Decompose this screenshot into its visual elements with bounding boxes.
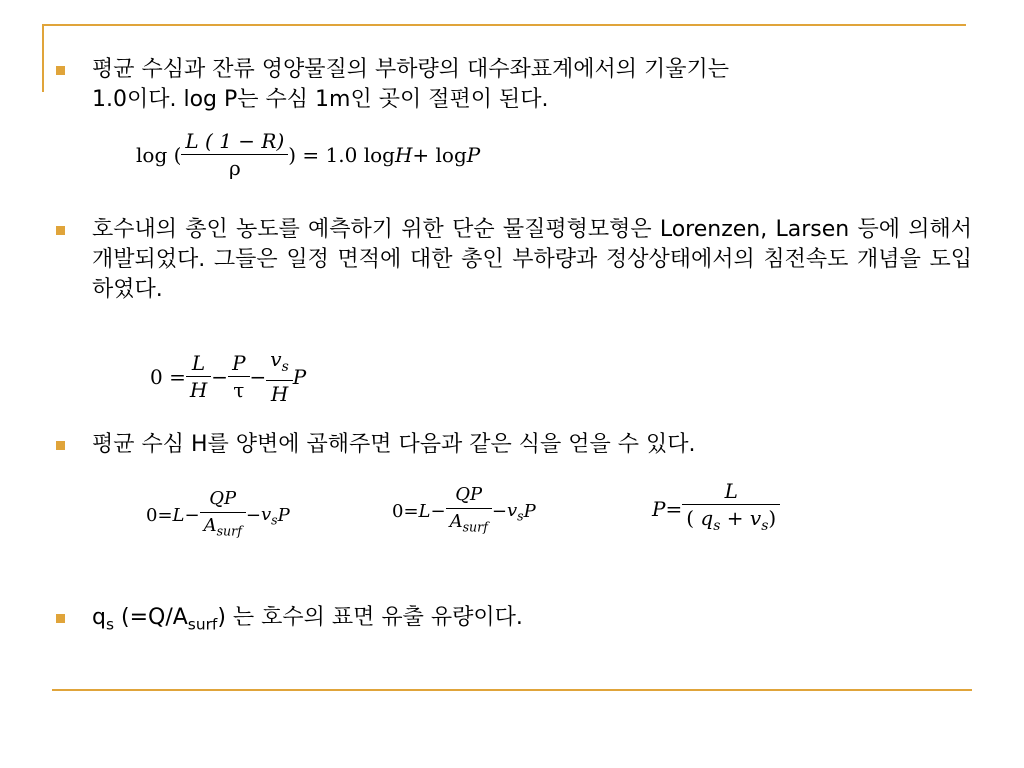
equation-log-relation xyxy=(136,128,480,181)
eq1-log-open: log ( xyxy=(136,142,182,167)
eq5-q xyxy=(700,506,721,534)
eq2-lhs: 0 = xyxy=(150,364,186,389)
eq2-f1-den: H xyxy=(189,378,208,402)
equation-p-solution xyxy=(652,478,780,539)
eq4-v-sub: s xyxy=(517,508,524,524)
eq2-f2-num: P xyxy=(228,350,249,377)
eq4-den xyxy=(446,509,492,541)
eq3-minus-2: − xyxy=(245,504,261,526)
eq3-P: P xyxy=(277,504,290,526)
eq4-num: QP xyxy=(446,482,492,509)
bullet-4-mid: (=Q/A xyxy=(114,605,188,630)
eq5-fraction xyxy=(682,478,780,539)
bullet-4-tail: ) 는 호수의 표면 유출 유량이다. xyxy=(217,605,523,630)
eq1-fraction xyxy=(181,128,288,181)
bullet-marker xyxy=(56,226,65,235)
eq4-den-sub: surf xyxy=(462,519,488,535)
eq5-P: P xyxy=(652,496,666,521)
eq5-v xyxy=(749,506,769,534)
eq3-num: QP xyxy=(200,486,246,513)
eq5-v-letter: v xyxy=(749,506,762,530)
bullet-marker xyxy=(56,66,65,75)
eq5-eq: = xyxy=(665,496,683,521)
bullet-4-q-sub: s xyxy=(105,615,114,634)
bullet-4-a-sub: surf xyxy=(187,615,218,634)
eq3-den-sub: surf xyxy=(216,523,242,539)
eq4-L: L xyxy=(418,500,431,522)
eq1-numerator: L ( 1 − R) xyxy=(181,128,288,155)
eq2-fraction-1 xyxy=(186,350,211,403)
eq3-L: L xyxy=(172,504,185,526)
eq1-P: P xyxy=(466,142,481,167)
bullet-marker xyxy=(56,441,65,450)
eq4-fraction xyxy=(446,482,492,541)
eq2-f1-num: L xyxy=(186,350,211,377)
eq1-H: H xyxy=(394,142,413,167)
eq3-minus: − xyxy=(184,504,200,526)
eq3-den xyxy=(200,513,246,545)
eq4-P: P xyxy=(523,500,536,522)
eq5-q-sub: s xyxy=(713,518,721,534)
top-rule xyxy=(42,24,966,26)
eq2-minus-2: − xyxy=(249,364,267,389)
eq2-fraction-2 xyxy=(228,350,249,403)
eq5-den xyxy=(682,505,780,539)
eq5-v-sub: s xyxy=(761,518,769,534)
eq5-den-open: ( xyxy=(686,506,701,530)
eq4-v-letter: v xyxy=(506,499,518,521)
equation-mass-balance xyxy=(150,346,306,407)
eq4-minus: − xyxy=(430,500,446,522)
eq2-f3-den: H xyxy=(270,382,289,406)
bullet-text-4 xyxy=(92,603,972,639)
equation-areal-2 xyxy=(392,482,536,541)
bullet-4-q: q xyxy=(92,605,106,630)
eq4-minus-2: − xyxy=(491,500,507,522)
bottom-rule xyxy=(52,689,972,691)
eq4-v xyxy=(507,500,524,524)
equation-areal-1 xyxy=(146,486,290,545)
eq5-den-close: ) xyxy=(768,506,777,530)
eq2-f3-sub: s xyxy=(281,359,289,375)
eq2-tail: P xyxy=(292,364,307,389)
eq3-v-letter: v xyxy=(260,503,272,525)
eq2-f3-num xyxy=(266,346,293,381)
eq4-den-A: A xyxy=(449,511,463,532)
eq5-plus: + xyxy=(720,506,750,530)
eq3-den-A: A xyxy=(203,515,217,536)
eq2-fraction-3 xyxy=(266,346,293,407)
eq3-lhs: 0= xyxy=(146,504,173,526)
eq2-minus-1: − xyxy=(211,364,229,389)
bullet-text-3: 평균 수심 H를 양변에 곱해주면 다음과 같은 식을 얻을 수 있다. xyxy=(92,432,696,457)
bullet-1-line-2: 1.0이다. log P는 수심 1m인 곳이 절편이 된다. xyxy=(92,87,549,112)
eq5-num: L xyxy=(682,478,780,505)
eq1-denominator: ρ xyxy=(228,156,241,180)
eq1-rhs: ) = 1.0 log xyxy=(288,142,395,167)
eq2-f3-v: v xyxy=(270,347,282,371)
eq3-v-sub: s xyxy=(271,512,278,528)
eq3-v xyxy=(261,504,278,528)
left-rule xyxy=(42,24,44,92)
bullet-text-2: 호수내의 총인 농도를 예측하기 위한 단순 물질평형모형은 Lorenzen, Larsen 등에 의해서 개발되었다. 그들은 일정 면적에 대한 총인 부하량과 정상상태에서의 침전속도 개념을 도입하였다. xyxy=(92,217,972,302)
eq4-lhs: 0= xyxy=(392,500,419,522)
eq3-fraction xyxy=(200,486,246,545)
eq1-plus-log: + log xyxy=(412,142,467,167)
bullet-text-1 xyxy=(92,55,972,115)
eq5-q-letter: q xyxy=(700,506,714,530)
bullet-1-line-1: 평균 수심과 잔류 영양물질의 부하량의 대수좌표계에서의 기울기는 xyxy=(92,57,730,82)
eq2-f2-den: τ xyxy=(233,378,245,402)
bullet-marker xyxy=(56,614,65,623)
